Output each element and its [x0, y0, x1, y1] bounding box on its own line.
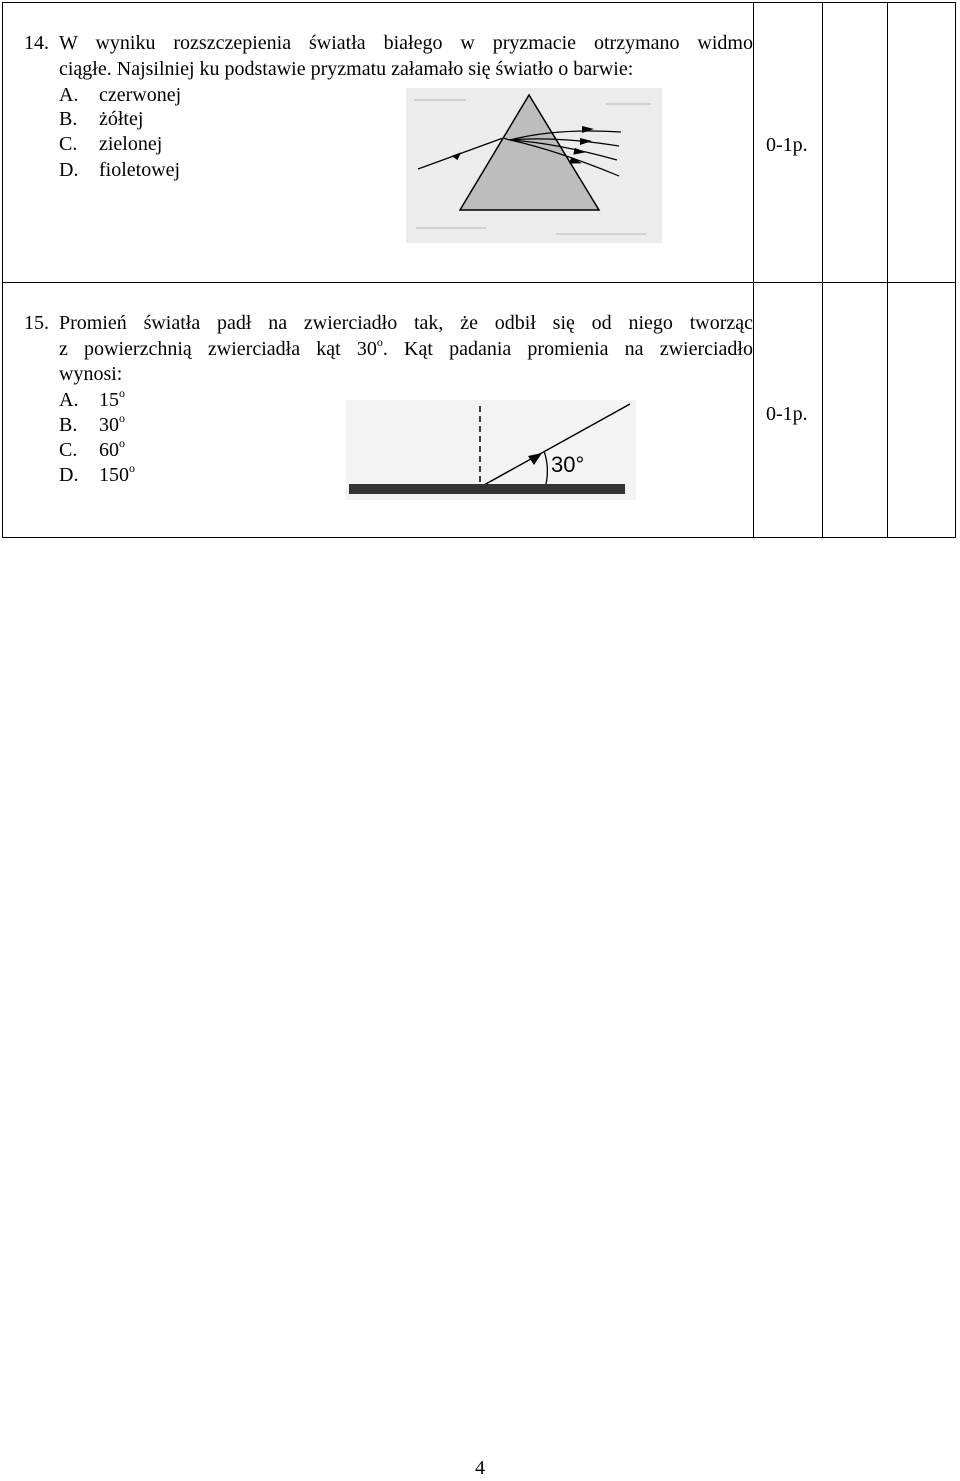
degree-sup: o	[376, 335, 383, 349]
degree-sup: o	[119, 436, 125, 450]
q15-stem-line1: Promień światła padł na zwierciadło tak, że odbił się od niego tworząc	[59, 312, 753, 334]
column-divider-score-2	[887, 2, 888, 538]
degree-sup: o	[119, 411, 125, 425]
q15-option-d-value: 150	[99, 464, 129, 486]
q15-number: 15.	[24, 312, 49, 334]
q15-option-b-value: 30	[99, 414, 119, 436]
q15-stem-line2	[59, 336, 753, 362]
q15-stem-line2-start: z powierzchnią zwierciadła kąt 30	[59, 338, 377, 360]
q14-points: 0-1p.	[766, 134, 808, 156]
q15-points: 0-1p.	[766, 403, 808, 425]
q15-option-d-text	[99, 462, 135, 488]
column-divider-score-1	[822, 2, 823, 538]
q14-option-b-letter: B.	[59, 108, 78, 130]
q15-option-c-text	[99, 437, 125, 463]
q15-option-a-value: 15	[99, 389, 119, 411]
q15-option-b-letter: B.	[59, 414, 78, 436]
mirror-reflection-figure	[346, 400, 636, 500]
q15-option-c-value: 60	[99, 439, 119, 461]
q14-option-c-text: zielonej	[99, 133, 163, 155]
q14-option-d-letter: D.	[59, 159, 79, 181]
q15-option-a-text	[99, 387, 125, 413]
q14-option-a-text: czerwonej	[99, 84, 182, 106]
column-divider-points	[753, 2, 754, 538]
q15-stem-line3: wynosi:	[59, 363, 123, 385]
page-number: 4	[475, 1457, 485, 1479]
angle-label: 30°	[551, 452, 585, 477]
q15-option-c-letter: C.	[59, 439, 78, 461]
q14-option-a-letter: A.	[59, 84, 79, 106]
q14-option-b-text: żółtej	[99, 108, 144, 130]
degree-sup: o	[119, 386, 125, 400]
prism-dispersion-figure	[406, 88, 662, 243]
q15-option-d-letter: D.	[59, 464, 79, 486]
degree-sup: o	[129, 461, 135, 475]
q14-stem-line1: W wyniku rozszczepienia światła białego w pryzmacie otrzymano widmo	[59, 32, 753, 54]
q15-option-b-text	[99, 412, 125, 438]
q14-number: 14.	[24, 32, 49, 54]
q14-stem-line2: ciągłe. Najsilniej ku podstawie pryzmatu załamało się światło o barwie:	[59, 58, 634, 80]
row-divider	[2, 282, 956, 283]
q15-option-a-letter: A.	[59, 389, 79, 411]
q15-stem-line2-end: . Kąt padania promienia na zwierciadło	[382, 338, 753, 360]
q14-option-d-text: fioletowej	[99, 159, 181, 181]
q14-option-c-letter: C.	[59, 133, 78, 155]
